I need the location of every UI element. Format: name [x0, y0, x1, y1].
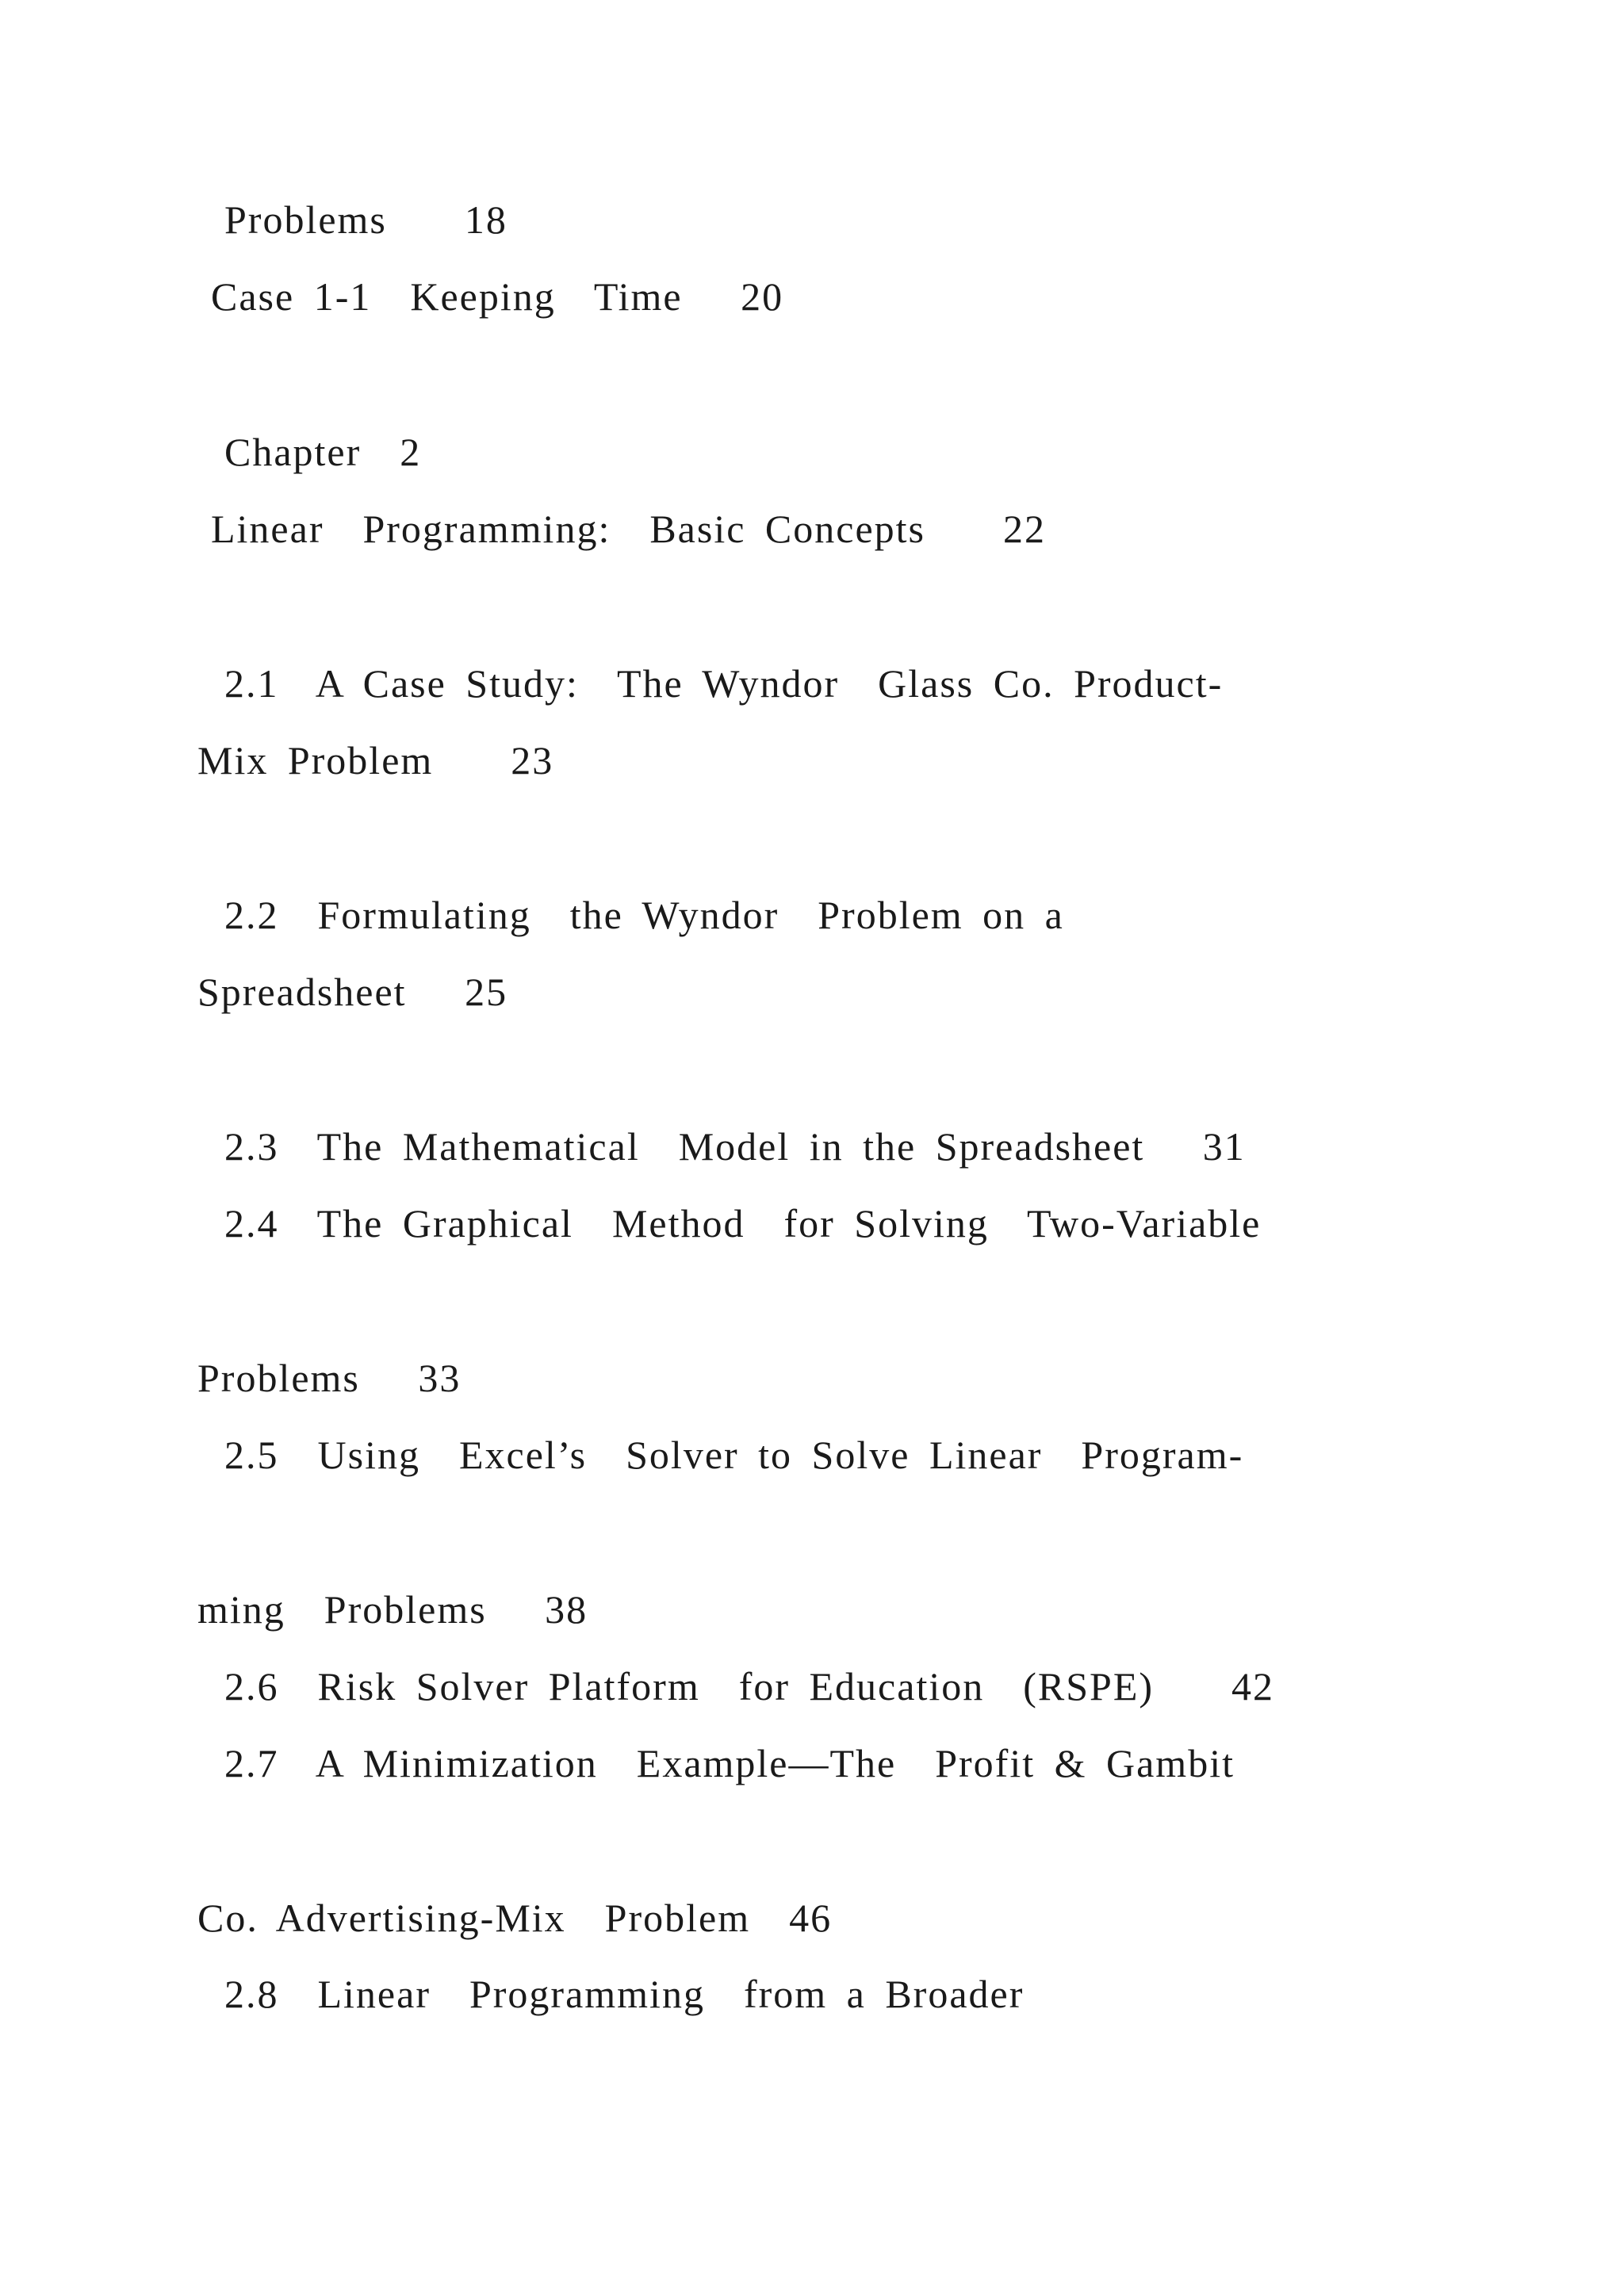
toc-line-case-1-1: Case 1-1 Keeping Time 20 [211, 274, 784, 319]
toc-line-2-2: 2.2 Formulating the Wyndor Problem on a [224, 893, 1064, 937]
toc-line-2-8: 2.8 Linear Programming from a Broader [224, 1972, 1025, 2016]
toc-line-2-5: 2.5 Using Excel’s Solver to Solve Linear Program- [224, 1433, 1244, 1477]
toc-line-2-4-cont: Problems 33 [197, 1356, 462, 1400]
toc-line-2-3: 2.3 The Mathematical Model in the Spreadsheet 31 [224, 1124, 1246, 1169]
toc-line-2-1: 2.1 A Case Study: The Wyndor Glass Co. Product- [224, 661, 1224, 706]
toc-line-problems: Problems 18 [224, 197, 508, 242]
toc-line-chapter-title: Linear Programming: Basic Concepts 22 [211, 507, 1047, 551]
toc-line-2-4: 2.4 The Graphical Method for Solving Two-Variable [224, 1201, 1262, 1246]
toc-line-chapter-label: Chapter 2 [224, 430, 422, 474]
toc-line-2-2-cont: Spreadsheet 25 [197, 970, 508, 1014]
toc-line-2-7: 2.7 A Minimization Example—The Profit & Gambit [224, 1741, 1235, 1785]
toc-line-2-5-cont: ming Problems 38 [197, 1587, 588, 1632]
toc-line-2-7-cont: Co. Advertising-Mix Problem 46 [197, 1896, 833, 1940]
toc-line-2-6: 2.6 Risk Solver Platform for Education (RSPE) 42 [224, 1664, 1275, 1709]
toc-line-2-1-cont: Mix Problem 23 [197, 738, 554, 783]
